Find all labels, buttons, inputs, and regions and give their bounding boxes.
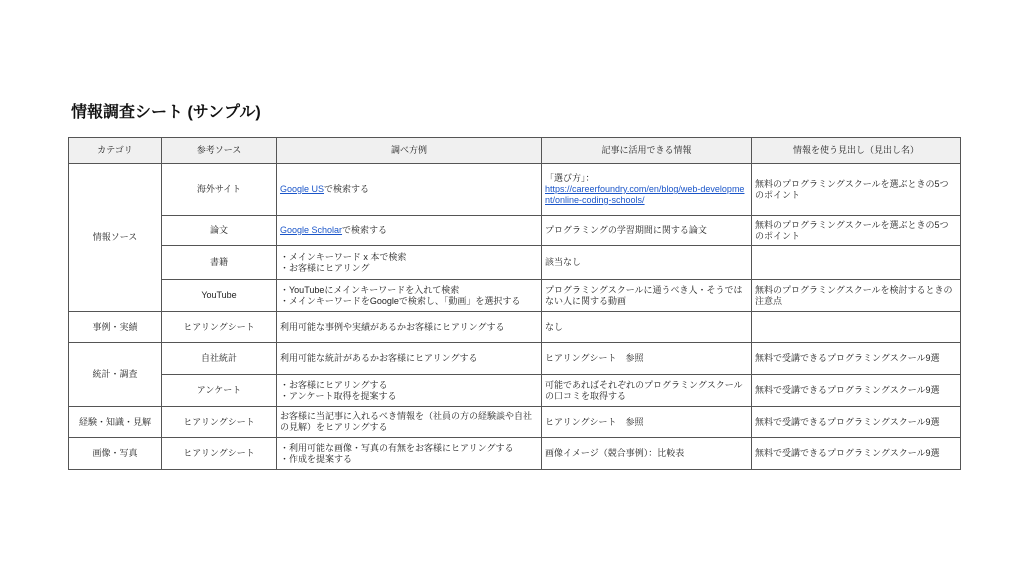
- method-cell: [277, 164, 542, 216]
- category-cell: 経験・知識・見解: [69, 407, 162, 438]
- method-line: ・アンケート取得を提案する: [280, 390, 397, 401]
- header-heading: 情報を使う見出し（見出し名）: [752, 138, 961, 164]
- table-row: [69, 343, 961, 375]
- method-cell: 利用可能な事例や実績があるかお客様にヒアリングする: [277, 312, 542, 343]
- source-cell: 書籍: [162, 246, 277, 280]
- source-cell: 海外サイト: [162, 164, 277, 216]
- header-source: 参考ソース: [162, 138, 277, 164]
- info-cell: なし: [542, 312, 752, 343]
- heading-cell: 無料で受講できるプログラミングスクール9選: [752, 407, 961, 438]
- category-cell: 事例・実績: [69, 312, 162, 343]
- method-cell: [277, 280, 542, 312]
- source-cell: ヒアリングシート: [162, 407, 277, 438]
- table-row: [69, 280, 961, 312]
- method-line: ・利用可能な画像・写真の有無をお客様にヒアリングする: [280, 442, 514, 453]
- heading-cell: 無料で受講できるプログラミングスクール9選: [752, 375, 961, 407]
- info-cell: 画像イメージ（競合事例）：比較表: [542, 438, 752, 470]
- method-cell: [277, 216, 542, 246]
- source-cell: YouTube: [162, 280, 277, 312]
- info-research-table: [68, 137, 961, 470]
- method-line: ・メインキーワード x 本で検索: [280, 251, 407, 262]
- info-cell: 可能であればそれぞれのプログラミングスクールの口コミを取得する: [542, 375, 752, 407]
- heading-cell: 無料のプログラミングスクールを選ぶときの5つのポイント: [752, 216, 961, 246]
- heading-cell: 無料のプログラミングスクールを検討するときの注意点: [752, 280, 961, 312]
- google-scholar-link[interactable]: Google Scholar: [280, 225, 343, 235]
- source-cell: アンケート: [162, 375, 277, 407]
- header-method: 調べ方例: [277, 138, 542, 164]
- table-row: [69, 216, 961, 246]
- source-cell: ヒアリングシート: [162, 312, 277, 343]
- method-cell: [277, 375, 542, 407]
- info-cell: [542, 164, 752, 216]
- info-cell: プログラミングスクールに通うべき人・そうではない人に関する動画: [542, 280, 752, 312]
- source-cell: 自社統計: [162, 343, 277, 375]
- table-header-row: [69, 138, 961, 164]
- method-line: ・お客様にヒアリングする: [280, 379, 388, 390]
- heading-cell: [752, 312, 961, 343]
- info-text: 「選び方」：: [545, 173, 595, 183]
- table-row: [69, 438, 961, 470]
- table-row: [69, 164, 961, 216]
- method-line: ・作成を提案する: [280, 453, 353, 464]
- page-title: 情報調査シート (サンプル): [71, 104, 261, 121]
- info-cell: 該当なし: [542, 246, 752, 280]
- category-cell: 情報ソース: [69, 164, 162, 312]
- heading-cell: [752, 246, 961, 280]
- info-cell: ヒアリングシート 参照: [542, 407, 752, 438]
- info-cell: ヒアリングシート 参照: [542, 343, 752, 375]
- method-line: ・メインキーワードをGoogleで検索し、「動画」を選択する: [280, 295, 521, 306]
- method-line: ・YouTubeにメインキーワードを入れて検索: [280, 284, 460, 295]
- method-text: で検索する: [324, 184, 370, 194]
- source-cell: ヒアリングシート: [162, 438, 277, 470]
- google-us-link[interactable]: Google US: [280, 184, 325, 194]
- table-row: [69, 246, 961, 280]
- info-cell: プログラミングの学習期間に関する論文: [542, 216, 752, 246]
- source-cell: 論文: [162, 216, 277, 246]
- table-row: [69, 312, 961, 343]
- table-row: [69, 407, 961, 438]
- method-cell: 利用可能な統計があるかお客様にヒアリングする: [277, 343, 542, 375]
- method-cell: お客様に当記事に入れるべき情報を（社員の方の経験談や自社の見解）をヒアリングする: [277, 407, 542, 438]
- method-cell: [277, 246, 542, 280]
- method-line: ・お客様にヒアリング: [280, 262, 370, 273]
- header-category: カテゴリ: [69, 138, 162, 164]
- method-text: で検索する: [342, 225, 388, 235]
- category-cell: 画像・写真: [69, 438, 162, 470]
- method-cell: [277, 438, 542, 470]
- category-cell: 統計・調査: [69, 343, 162, 407]
- careerfoundry-link[interactable]: https://careerfoundry.com/en/blog/web-development/online-coding-schools/: [545, 184, 745, 205]
- header-info: 記事に活用できる情報: [542, 138, 752, 164]
- table-row: [69, 375, 961, 407]
- heading-cell: 無料で受講できるプログラミングスクール9選: [752, 438, 961, 470]
- heading-cell: 無料のプログラミングスクールを選ぶときの5つのポイント: [752, 164, 961, 216]
- heading-cell: 無料で受講できるプログラミングスクール9選: [752, 343, 961, 375]
